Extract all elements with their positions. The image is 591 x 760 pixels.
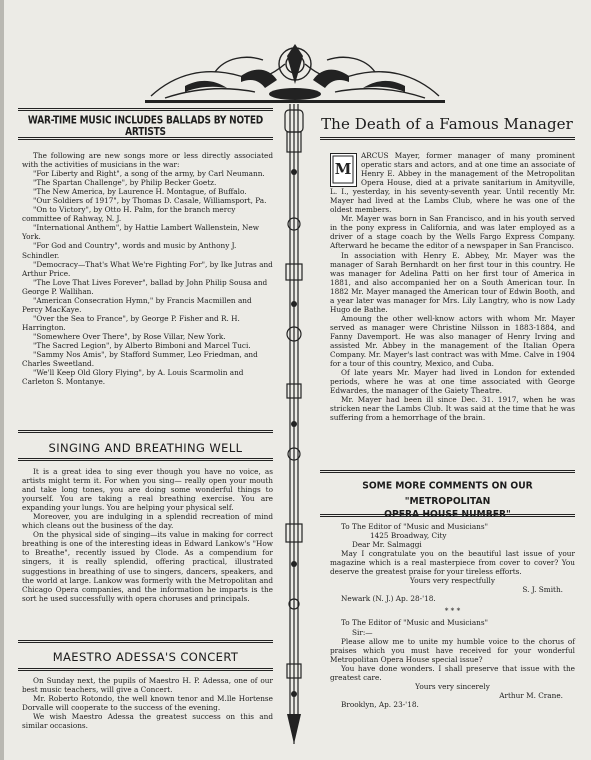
paragraph: On the physical side of singing—its value in making for correct breathing is one of the interesting ideas in Edward Lankow's "How to Breathe", recently issued by Clode. As a compendium for singers, it is really splendid, offering practical, illustrated suggestions in breathing of use to singers, dancers, speakers, and the world at large. Lankow was formerly with the Metropolitan and Chicago Opera companies, and the information he imparts is the sort he used successfully with opera choruses and principals. (22, 530, 273, 603)
singing-article (22, 467, 273, 603)
heading-block (18, 650, 273, 664)
svg-text:M: M (334, 160, 352, 178)
lead-paragraph (330, 151, 575, 214)
rule (18, 108, 273, 111)
paragraph: Mr. Mayer was born in San Francisco, and in his youth served in the pony express in California, and was later employed as a driver of a stage coach by the Wells Fargo Express Company. Afterward he became the editor of a newspaper in San Francisco. (330, 214, 575, 251)
rule (320, 470, 575, 473)
letter-salutation: Dear Mr. Salmaggi (352, 540, 422, 550)
song-item: "Over the Sea to France", by George P. Fisher and R. H. Harrington. (22, 313, 240, 332)
song-item: "The Sacred Legion", by Alberto Bimboni and Marcel Tuci. (33, 340, 251, 350)
song-item: "For God and Country", words and music by Anthony J. Schindler. (22, 241, 237, 260)
song-item: "The Spartan Challenge", by Philip Becker Goetz. (33, 178, 217, 188)
paragraph: Of late years Mr. Mayer had lived in London for extended periods, where he was at one time associated with George Edwardes, the manager of the Gaiety Theatre. (330, 368, 575, 396)
concert-article (22, 676, 273, 730)
letter-body: Please allow me to unite my humble voice to the chorus of praises which you must have received for your wonderful Metropolitan Opera House special issue? (330, 636, 575, 664)
rule (18, 458, 273, 461)
rule (18, 137, 273, 140)
song-item: "We'll Keep Old Glory Flying", by A. Louis Scarmolin and Carleton S. Montanye. (22, 368, 244, 387)
song-item: "The New America, by Laurence H. Montague, of Buffalo. (33, 187, 247, 197)
letter-signature: S. J. Smith. (522, 585, 563, 595)
heading-block (316, 115, 578, 133)
lead-text: ARCUS Mayer, former manager of many prominent operatic stars and actors, and at one time an associate of Henry E. Abbey in the management of the Metropolitan Opera House, died at a private sanitarium in Amityville, L. I., yesterday, in his seventy-seventh year. Until recently Mr. Mayer had lived at the Lambs Club, where he was one of the oldest members. (330, 151, 575, 215)
paragraph: We wish Maestro Adessa the greatest success on this and similar occasions. (22, 712, 273, 731)
letter-address: 1425 Broadway, City (370, 531, 447, 541)
rule (18, 430, 273, 433)
comments-title-line1: SOME MORE COMMENTS ON OUR "METROPOLITAN (362, 479, 533, 508)
paragraph: In association with Henry E. Abbey, Mr. Mayer was the manager of Sarah Bernhardt on her first tour in this country. He was manager for Adelina Patti on her first tour of America in 1881, and also accompanied her on a South American tour. In 1882 Mr. Mayer managed the American tour of Edwin Booth, and a year later was manager for Mrs. Lily Langtry, who is now Lady Hugo de Bathe. (330, 250, 575, 314)
intro-paragraph: The following are new songs more or less directly associated with the activities of musicians in the war: (22, 151, 273, 170)
paragraph: It is a great idea to sing ever though you have no voice, as artists might term it. For when you sing— really open your mouth and take long tones, you are doing some wonderful things to yourself. You are taking a real breathing exercise. You are expanding your lungs. You are helping your physical self. (22, 467, 273, 513)
heading-block (18, 117, 273, 137)
letter-closing: Yours very sincerely (415, 681, 490, 691)
page-edge-shadow (0, 0, 4, 760)
letter-dateline: Newark (N. J.) Ap. 28-'18. (341, 594, 436, 604)
letter-salutation: Sir:— (352, 627, 373, 637)
heading-block (18, 441, 273, 455)
song-item: "American Consecration Hymn," by Francis Macmillen and Percy MacKaye. (22, 295, 252, 314)
column-divider-ornament (279, 104, 309, 744)
song-item: "On to Victory", by Otto H. Palm, for the branch mercy committee of Rahway, N. J. (22, 205, 236, 224)
death-manager-title: The Death of a Famous Manager (321, 115, 573, 133)
comments-title-line2: OPERA HOUSE NUMBER" (384, 508, 511, 521)
song-item: "Somewhere Over There", by Rose Villar, New York. (33, 331, 226, 341)
war-music-article (22, 151, 273, 386)
singing-title: SINGING AND BREATHING WELL (48, 441, 243, 455)
song-item: "Democracy—That's What We're Fighting For", by Ike Jutras and Arthur Price. (22, 259, 273, 278)
paragraph: Amoung the other well-know actors with whom Mr. Mayer served as manager were Christine Nilsson in 1883-1884, and Fanny Davemport. He was also manager of Henry Irving and assisted Mr. Abbey in the management of the Italian Opera Company. Mr. Mayer's last contract was with Mme. Calve in 1904 for a tour of this country, Mexico, and Cuba. (330, 313, 575, 369)
song-item: "For Liberty and Right", a song of the army, by Carl Neumann. (33, 169, 265, 179)
paragraph: On Sunday next, the pupils of Maestro H. P. Adessa, one of our best music teachers, will give a Concert. (22, 676, 273, 695)
rule (18, 640, 273, 643)
paragraph: Mr. Mayer had been ill since Dec. 31. 1917, when he was stricken near the Lambs Club. It was said at the time that he was suffering from a hemorrhage of the brain. (330, 395, 575, 423)
song-item: "Our Soldiers of 1917", by Thomas D. Casale, Williamsport, Pa. (33, 196, 267, 206)
concert-title: MAESTRO ADESSA'S CONCERT (52, 650, 239, 664)
drop-cap (330, 153, 357, 187)
letter-signature: Arthur M. Crane. (499, 690, 563, 700)
death-manager-article (330, 151, 575, 422)
drop-cap-ornament-icon (331, 154, 355, 185)
song-item: "The Love That Lives Forever", ballad by John Philip Sousa and George P. Wallihan. (22, 277, 268, 296)
letter-closing: Yours very respectfully (410, 576, 495, 586)
rule (18, 668, 273, 671)
letter-body: You have done wonders. I shall preserve that issue with the greatest care. (330, 663, 575, 682)
separator: * * * (444, 606, 461, 616)
header-ornament (145, 36, 445, 108)
letter-dateline: Brooklyn, Ap. 23-'18. (341, 699, 419, 709)
rule (320, 137, 575, 140)
letter-addressee: To The Editor of "Music and Musicians" (341, 618, 488, 628)
comments-article (330, 522, 575, 709)
war-music-title: WAR-TIME MUSIC INCLUDES BALLADS BY NOTED ARTISTS (27, 115, 264, 139)
song-item: "International Anthem", by Hattie Lambert Wallenstein, New York. (22, 223, 259, 242)
letter-addressee: To The Editor of "Music and Musicians" (341, 522, 488, 531)
letter-body: May I congratulate you on the beautiful last issue of your magazine which is a real masterpiece from cover to cover? You deserve the greatest praise for your tireless efforts. (330, 549, 575, 577)
rule (320, 514, 575, 517)
paragraph: Moreover, you are indulging in a splendid recreation of mind which cleans out the business of the day. (22, 512, 273, 531)
paragraph: Mr. Roberto Rotondo, the well known tenor and M.lle Hortense Dorvalle will cooperate to the success of the evening. (22, 694, 273, 713)
song-item: "Sammy Nos Amis", by Stafford Summer, Leo Friedman, and Charles Sweetland. (22, 350, 258, 369)
